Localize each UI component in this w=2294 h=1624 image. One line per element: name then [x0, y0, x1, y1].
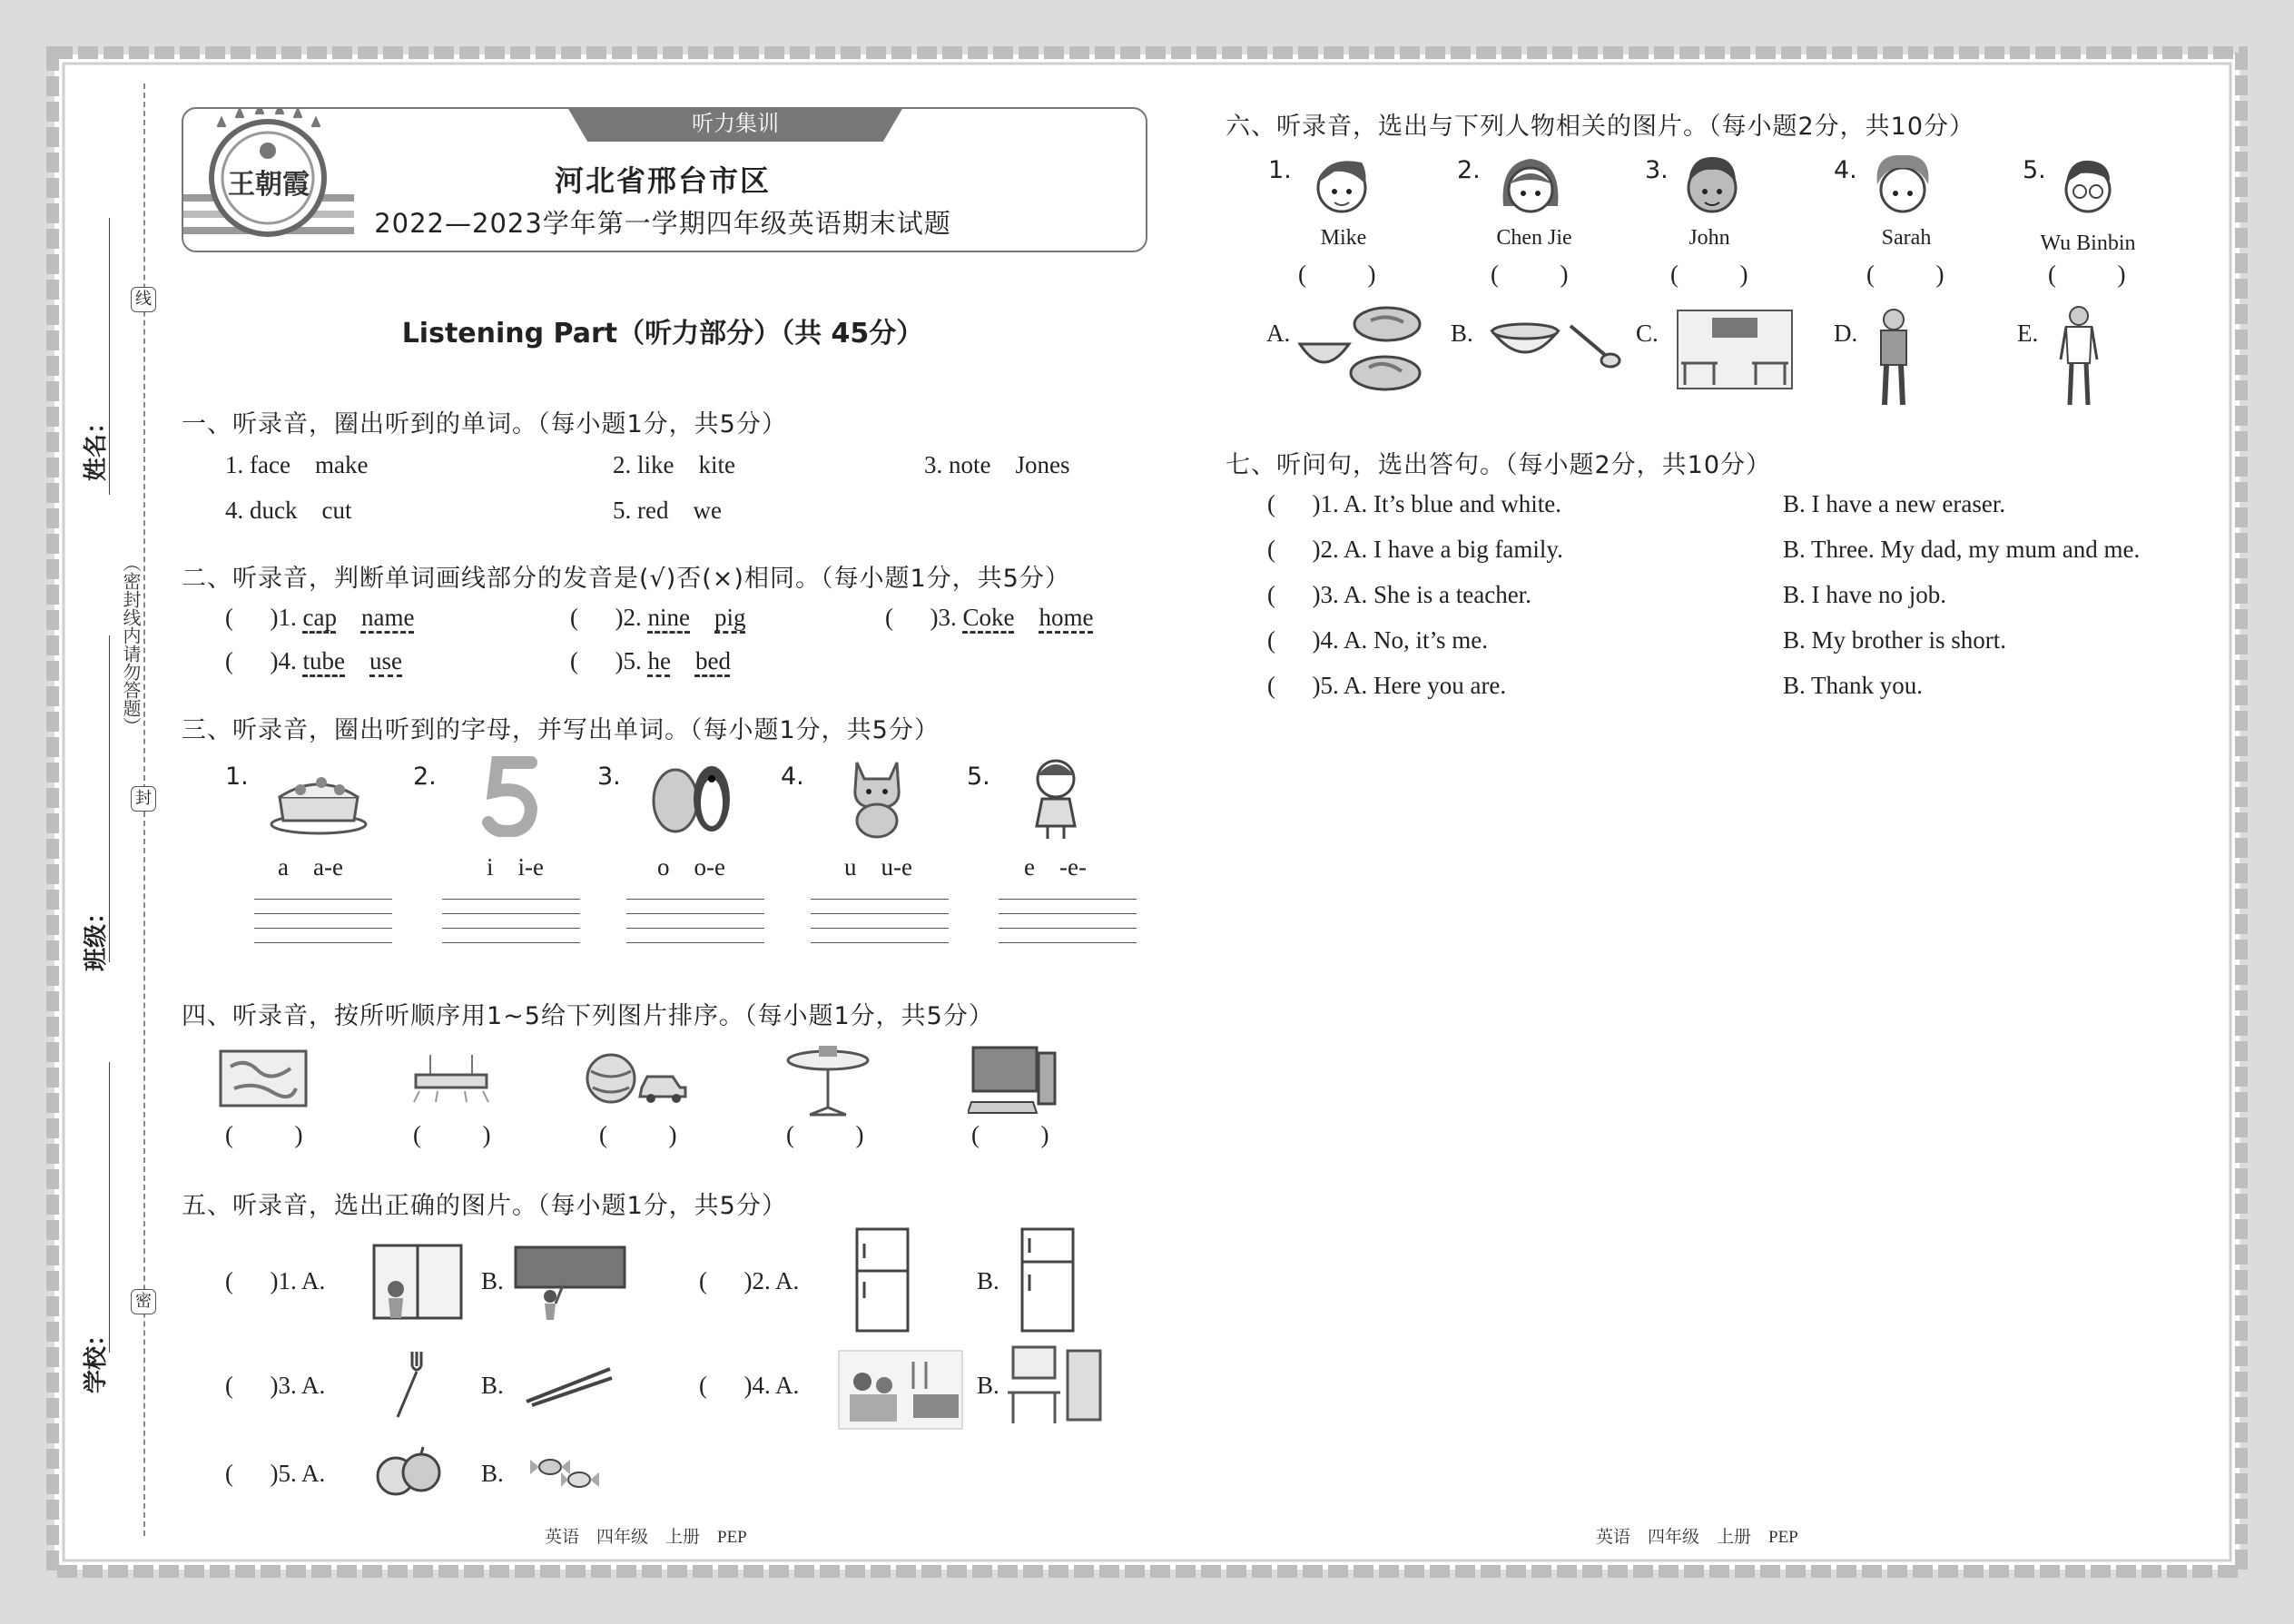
light-image	[410, 1051, 492, 1106]
s2-item-3[interactable]: ( )3. Coke home	[885, 604, 1094, 631]
candies-image	[523, 1452, 605, 1492]
section-3-title: 三、听录音，圈出听到的字母，并写出单词。（每小题1分，共5分）	[182, 716, 940, 744]
apples-image	[372, 1445, 445, 1500]
s6-num-1: 1.	[1268, 156, 1292, 184]
section-4-title: 四、听录音，按所听顺序用1~5给下列图片排序。（每小题1分，共5分）	[182, 1002, 994, 1030]
s6-name-1: Mike	[1320, 226, 1367, 250]
word-option[interactable]: Jones	[1015, 451, 1070, 478]
s5-item-1[interactable]: ( )1. A.	[225, 1267, 326, 1294]
s3-num-5: 5.	[967, 763, 990, 791]
table-phone-image	[783, 1042, 873, 1118]
man-standing-image	[2057, 305, 2101, 412]
s6-blank-4[interactable]: ( )	[1866, 261, 1944, 288]
exam-title: 河北省邢台市区	[554, 163, 771, 198]
s4-blank-4[interactable]: ( )	[786, 1121, 864, 1148]
cake-image	[269, 755, 369, 837]
fridge-b-image	[1019, 1225, 1077, 1334]
section-1-title: 一、听录音，圈出听到的单词。（每小题1分，共5分）	[182, 410, 787, 438]
word-option[interactable]: red	[637, 497, 669, 524]
s3-writing-lines-2[interactable]	[442, 899, 580, 957]
s3-opts-2[interactable]: i i-e	[487, 853, 544, 881]
s1-item-4: 4. duck cut	[225, 497, 352, 524]
section-5-title: 五、听录音，选出正确的图片。（每小题1分，共5分）	[182, 1192, 787, 1220]
s5-item-5[interactable]: ( )5. A.	[225, 1460, 326, 1487]
class-field[interactable]	[109, 635, 110, 962]
s5-b-2[interactable]: B.	[977, 1267, 999, 1294]
s5-b-5[interactable]: B.	[481, 1460, 504, 1487]
s1-item-5: 5. red we	[613, 497, 722, 524]
header-tag: 听力集训	[692, 111, 779, 136]
s5-b-3[interactable]: B.	[481, 1372, 504, 1399]
s6-letter-e: E.	[2017, 320, 2039, 347]
s6-blank-3[interactable]: ( )	[1670, 261, 1748, 288]
name-field[interactable]	[109, 218, 110, 495]
s2-item-2[interactable]: ( )2. nine pig	[570, 604, 746, 631]
wu-binbin-portrait	[2053, 150, 2122, 222]
word-option[interactable]: like	[637, 451, 674, 478]
s3-num-2: 2.	[413, 763, 437, 791]
sarah-portrait	[1868, 148, 1937, 222]
school-field[interactable]	[109, 1062, 110, 1353]
word-option[interactable]: duck	[250, 497, 298, 524]
margin-note: （密封线内请勿答题）	[120, 554, 142, 735]
boy-standing-image	[1872, 307, 1915, 408]
s6-letter-c: C.	[1636, 320, 1659, 347]
s2-item-1[interactable]: ( )1. cap name	[225, 604, 415, 631]
girl-image	[1024, 753, 1088, 841]
part-title: Listening Part（听力部分）（共 45分）	[401, 318, 924, 349]
s4-blank-3[interactable]: ( )	[599, 1121, 677, 1148]
s6-num-2: 2.	[1457, 156, 1481, 184]
s7-option-b-4[interactable]: B. My brother is short.	[1783, 626, 2006, 654]
food-image	[1296, 304, 1423, 395]
s3-num-1: 1.	[225, 763, 249, 791]
s4-blank-2[interactable]: ( )	[413, 1121, 491, 1148]
s6-num-3: 3.	[1645, 156, 1669, 184]
section-7-title: 七、听问句，选出答句。（每小题2分，共10分）	[1226, 451, 1772, 479]
s7-option-b-5[interactable]: B. Thank you.	[1783, 672, 1923, 699]
s2-item-4[interactable]: ( )4. tube use	[225, 647, 402, 674]
margin-fence-char: 密	[131, 1289, 156, 1314]
blackboard-image	[514, 1244, 626, 1322]
map-image	[218, 1048, 309, 1108]
study-room-image	[1004, 1342, 1104, 1429]
chen-jie-portrait	[1496, 150, 1565, 222]
s3-opts-5[interactable]: e -e-	[1024, 853, 1087, 881]
word-option[interactable]: cut	[321, 497, 352, 524]
s7-item-2[interactable]: ( )2. A. I have a big family.	[1267, 536, 1563, 563]
s3-writing-lines-4[interactable]	[811, 899, 949, 957]
s6-blank-5[interactable]: ( )	[2048, 261, 2126, 288]
mike-portrait	[1307, 150, 1376, 222]
s1-item-2: 2. like kite	[613, 451, 735, 478]
logo-text: 王朝霞	[228, 170, 310, 200]
s6-name-3: John	[1689, 226, 1730, 250]
footer-left: 英语 四年级 上册 PEP	[545, 1528, 747, 1547]
s6-blank-2[interactable]: ( )	[1491, 261, 1569, 288]
footer-right: 英语 四年级 上册 PEP	[1596, 1528, 1798, 1547]
s6-letter-d: D.	[1834, 320, 1858, 347]
word-option[interactable]: note	[949, 451, 991, 478]
s5-item-3[interactable]: ( )3. A.	[225, 1372, 326, 1399]
s7-item-3[interactable]: ( )3. A. She is a teacher.	[1267, 581, 1531, 608]
s1-item-3: 3. note Jones	[924, 451, 1070, 478]
s6-num-4: 4.	[1834, 156, 1857, 184]
s2-item-5[interactable]: ( )5. he bed	[570, 647, 731, 674]
window-image	[370, 1242, 465, 1324]
s3-num-3: 3.	[597, 763, 621, 791]
s6-name-2: Chen Jie	[1496, 226, 1572, 250]
bowl-spoon-image	[1489, 313, 1625, 377]
s6-letter-a: A.	[1266, 320, 1291, 347]
margin-seal-char: 封	[131, 786, 156, 812]
exam-subtitle: 2022—2023学年第一学期四年级英语期末试题	[374, 208, 951, 239]
s3-opts-4[interactable]: u u-e	[844, 853, 912, 881]
s6-blank-1[interactable]: ( )	[1298, 261, 1376, 288]
s6-name-4: Sarah	[1881, 226, 1932, 250]
school-label: 学校：	[83, 1322, 110, 1393]
s3-writing-lines-3[interactable]	[626, 899, 764, 957]
s5-item-4[interactable]: ( )4. A.	[699, 1372, 800, 1399]
number-five-image	[481, 755, 545, 837]
s3-num-4: 4.	[781, 763, 804, 791]
classroom-image	[1676, 309, 1794, 390]
fork-image	[389, 1348, 425, 1421]
s3-opts-1[interactable]: a a-e	[278, 853, 343, 881]
computer-image	[968, 1044, 1058, 1117]
s7-option-b-1[interactable]: B. I have a new eraser.	[1783, 490, 2006, 517]
s7-item-1[interactable]: ( )1. A. It’s blue and white.	[1267, 490, 1561, 517]
section-6-title: 六、听录音，选出与下列人物相关的图片。（每小题2分，共10分）	[1226, 113, 1975, 141]
word-option[interactable]: we	[693, 497, 722, 524]
cat-image	[841, 752, 913, 839]
chopsticks-image	[523, 1362, 614, 1407]
s5-b-1[interactable]: B.	[481, 1267, 504, 1294]
s3-writing-lines-1[interactable]	[254, 899, 392, 957]
john-portrait	[1678, 148, 1747, 222]
ball-car-image	[586, 1051, 690, 1106]
s7-item-5[interactable]: ( )5. A. Here you are.	[1267, 672, 1507, 699]
s1-item-1: 1. face make	[225, 451, 369, 478]
s3-opts-3[interactable]: o o-e	[657, 853, 725, 881]
s5-item-2[interactable]: ( )2. A.	[699, 1267, 800, 1294]
s6-letter-b: B.	[1451, 320, 1473, 347]
s7-option-b-3[interactable]: B. I have no job.	[1783, 581, 1946, 608]
name-label: 姓名：	[83, 409, 110, 481]
section-2-title: 二、听录音，判断单词画线部分的发音是(√)否(×)相同。（每小题1分，共5分）	[182, 565, 1070, 593]
word-option[interactable]: face	[250, 451, 290, 478]
word-option[interactable]: kite	[698, 451, 735, 478]
s4-blank-5[interactable]: ( )	[971, 1121, 1049, 1148]
rabbit-penguin-image	[646, 755, 737, 837]
word-option[interactable]: make	[314, 451, 369, 478]
class-label: 班级：	[83, 900, 110, 971]
s6-num-5: 5.	[2023, 156, 2046, 184]
s3-writing-lines-5[interactable]	[999, 899, 1137, 957]
s4-blank-1[interactable]: ( )	[225, 1121, 303, 1148]
margin-line-char: 线	[131, 287, 156, 312]
s6-name-5: Wu Binbin	[2040, 231, 2136, 255]
s7-option-b-2[interactable]: B. Three. My dad, my mum and me.	[1783, 536, 2141, 563]
s7-item-4[interactable]: ( )4. A. No, it’s me.	[1267, 626, 1488, 654]
s5-b-4[interactable]: B.	[977, 1372, 999, 1399]
living-room-image	[837, 1349, 964, 1431]
fridge-a-image	[853, 1225, 911, 1334]
